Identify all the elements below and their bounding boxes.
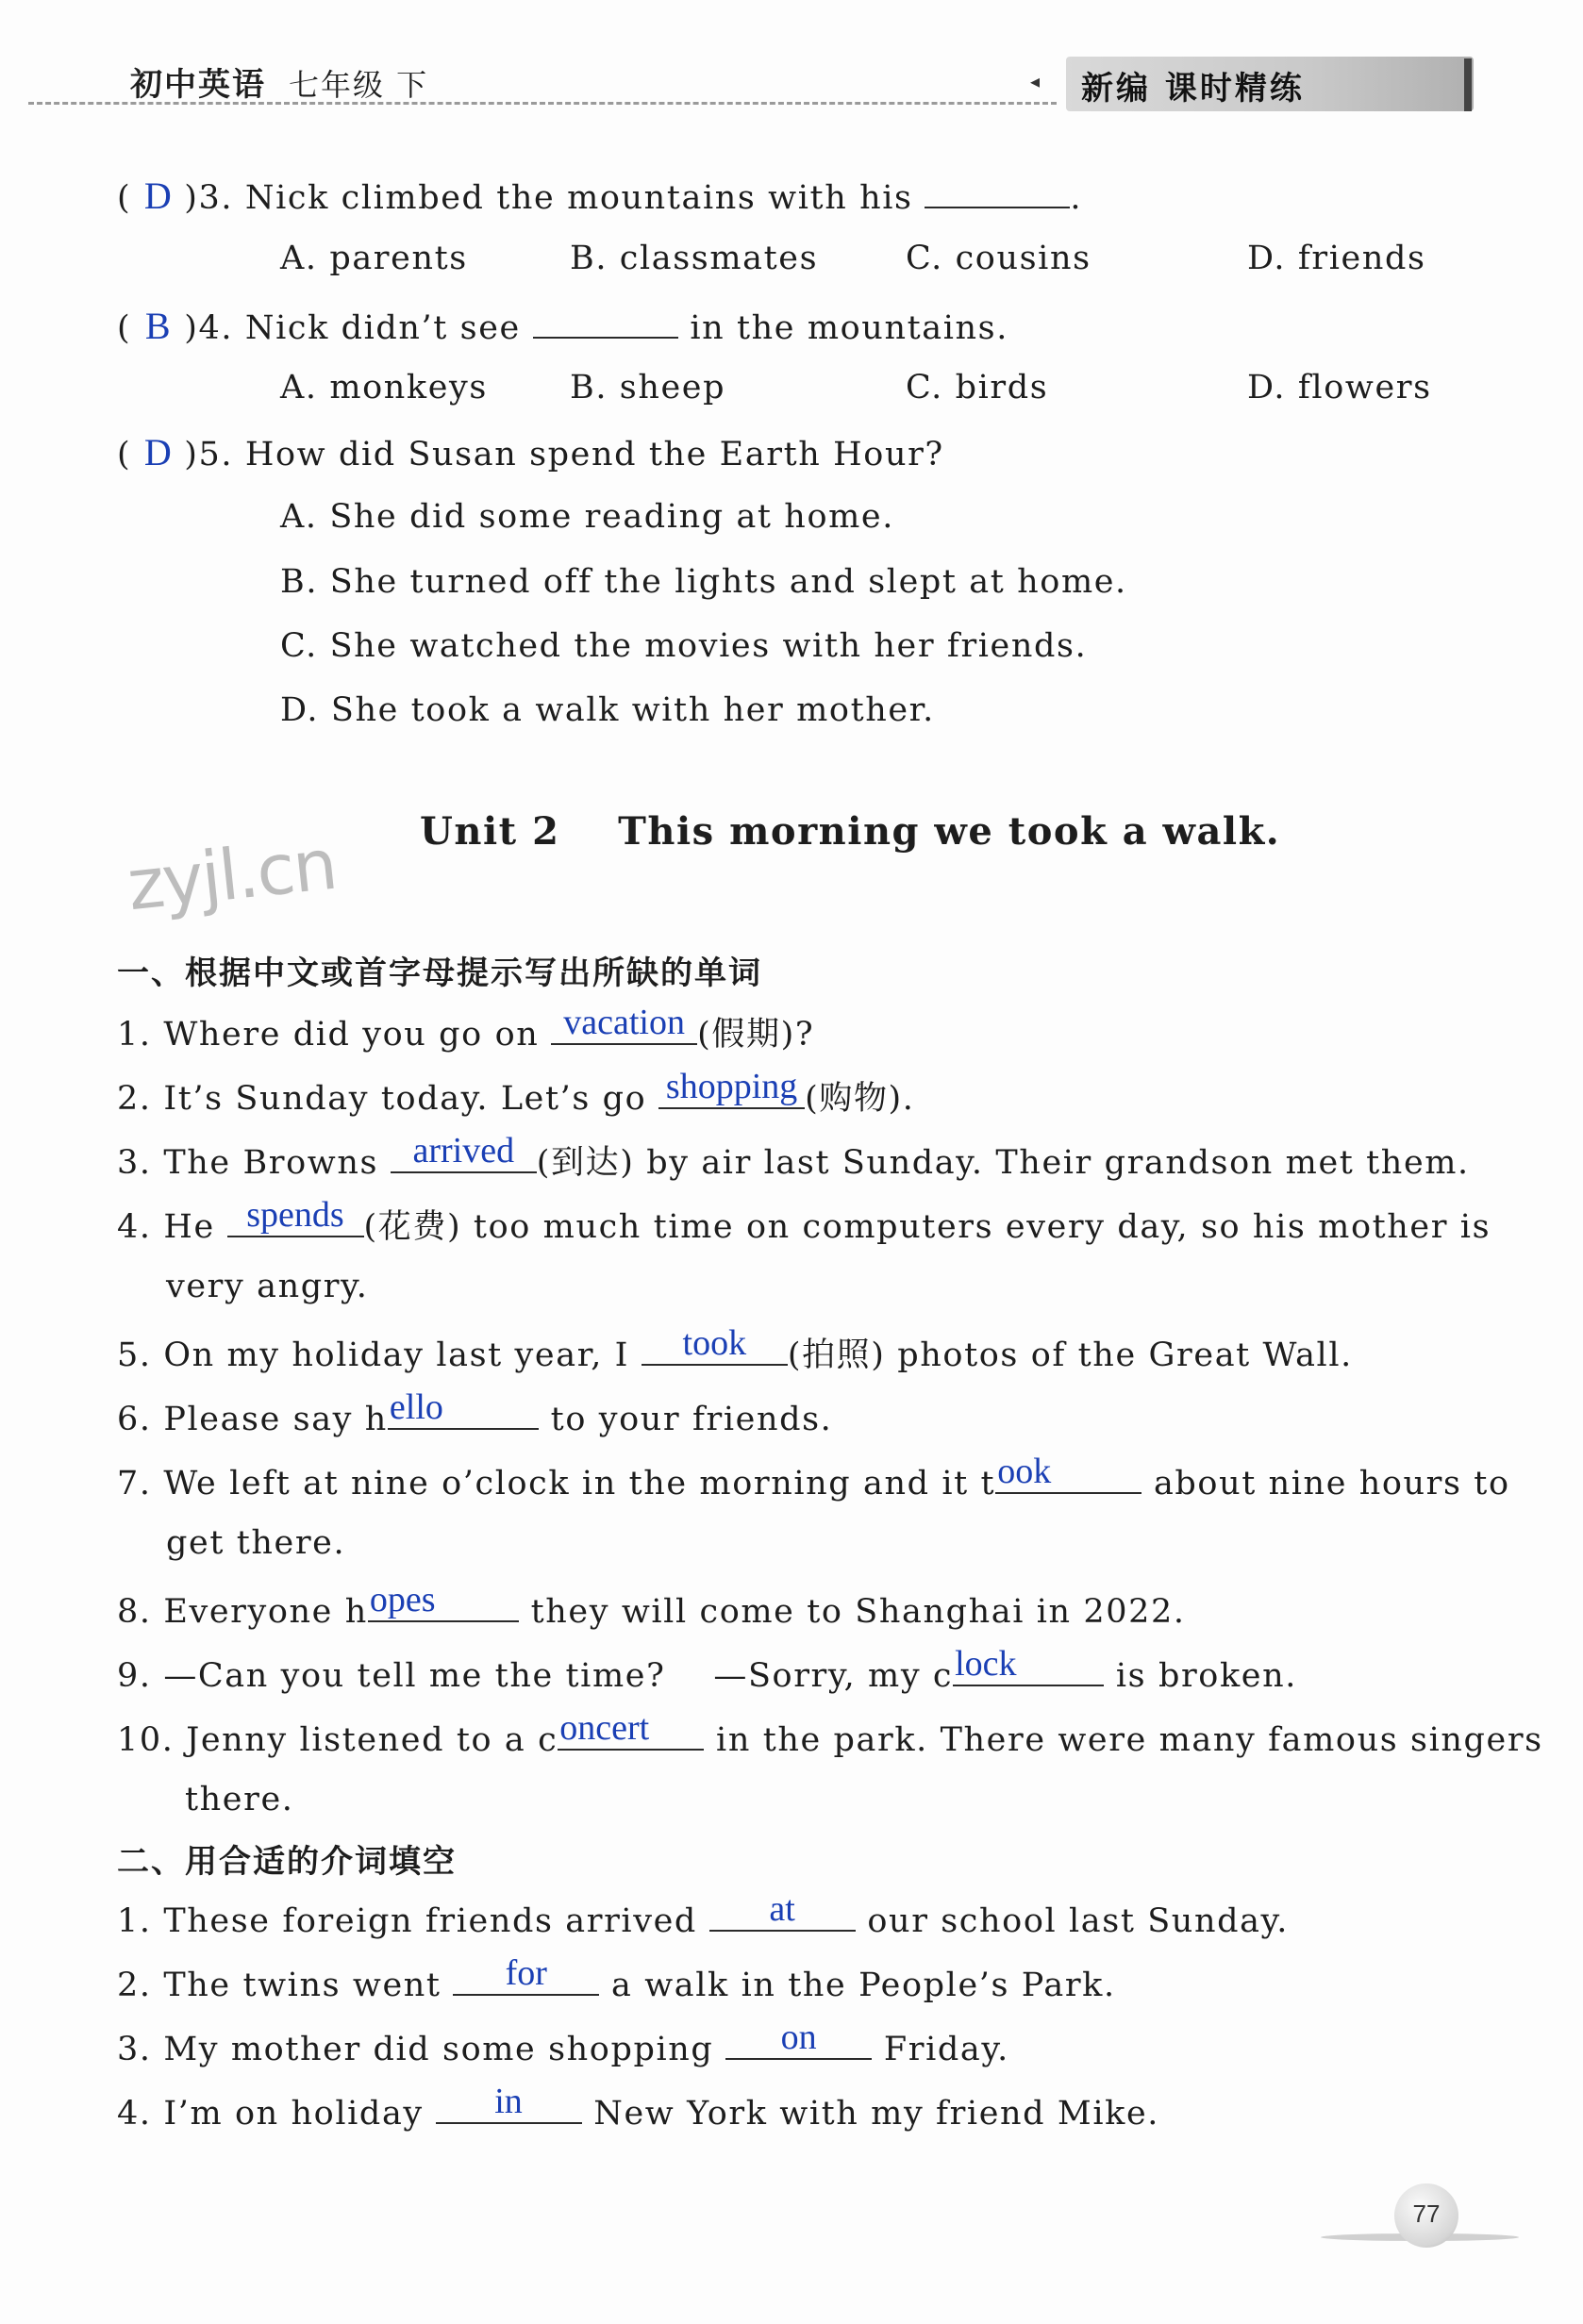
question-5: ( D )5. How did Susan spend the Earth Hour? — [117, 431, 944, 473]
fill-item-7: 7. We left at nine o’clock in the morning and it t ook about nine hours to — [117, 1452, 1510, 1502]
option-c: C. birds — [906, 369, 1049, 407]
preposition-item-2: 2. The twins went for a walk in the People’s Park. — [117, 1953, 1116, 2004]
fill-item-9: 9. —Can you tell me the time? —Sorry, my c lock is broken. — [117, 1644, 1297, 1695]
option-b: B. She turned off the lights and slept at home. — [280, 563, 1127, 601]
answer-blank — [391, 1131, 537, 1173]
watermark: zyjl.cn — [124, 823, 340, 927]
option-a: A. monkeys — [280, 369, 488, 407]
section-1-title: 一、根据中文或首字母提示写出所缺的单词 — [117, 954, 762, 992]
answer-text: ello — [389, 1387, 443, 1427]
fill-item-7-continued: get there. — [166, 1524, 346, 1562]
option-c: C. cousins — [906, 240, 1091, 277]
book-title: 初中英语 — [130, 66, 266, 104]
answer-text: shopping — [665, 1067, 798, 1106]
answer-letter: D — [143, 174, 172, 217]
question-stem: Nick didn’t see — [244, 309, 521, 347]
answer-text: oncert — [559, 1708, 650, 1748]
header-divider — [28, 102, 1057, 105]
option-d: D. friends — [1247, 240, 1426, 277]
fill-item-3: 3. The Browns arrived (到达) by air last Sunday. Their grandson met them. — [117, 1131, 1470, 1182]
answer-blank — [725, 2017, 872, 2060]
answer-blank — [995, 1452, 1141, 1494]
answer-blank — [227, 1195, 364, 1237]
triangle-left-icon: ◂ — [1030, 70, 1041, 92]
question-stem: How did Susan spend the Earth Hour? — [244, 436, 944, 473]
answer-letter: B — [144, 305, 171, 347]
option-d: D. flowers — [1247, 369, 1432, 407]
answer-text: for — [505, 1953, 547, 1993]
answer-blank — [642, 1323, 788, 1366]
option-b: B. sheep — [570, 369, 726, 407]
answer-blank — [453, 1953, 599, 1996]
answer-blank — [551, 1003, 697, 1045]
answer-text: vacation — [563, 1003, 685, 1042]
grade-label: 七年级 下 — [289, 67, 429, 103]
question-stem: Nick climbed the mountains with his — [244, 179, 913, 217]
answer-text: arrived — [412, 1131, 515, 1170]
unit-title: Unit 2 This morning we took a walk. — [420, 809, 1281, 854]
answer-blank — [388, 1387, 539, 1430]
preposition-item-1: 1. These foreign friends arrived at our school last Sunday. — [117, 1889, 1290, 1940]
fill-item-10-continued: there. — [185, 1781, 294, 1818]
fill-item-2: 2. It’s Sunday today. Let’s go shopping (购物). — [117, 1067, 915, 1118]
answer-text: ook — [997, 1452, 1052, 1491]
answer-text: spends — [246, 1195, 344, 1235]
option-d: D. She took a walk with her mother. — [280, 691, 935, 729]
fill-item-1: 1. Where did you go on vacation (假期)? — [117, 1003, 815, 1054]
page-number: 77 — [1394, 2183, 1458, 2248]
answer-text: on — [780, 2017, 817, 2057]
answer-text: lock — [955, 1644, 1017, 1684]
answer-blank — [436, 2082, 582, 2124]
fill-item-4: 4. He spends (花费) too much time on computers every day, so his mother is — [117, 1195, 1491, 1246]
answer-text: at — [769, 1889, 795, 1929]
answer-blank — [709, 1889, 856, 1932]
fill-item-10: 10. Jenny listened to a c oncert in the park. There were many famous singers — [117, 1708, 1543, 1759]
fill-item-5: 5. On my holiday last year, I took (拍照) photos of the Great Wall. — [117, 1323, 1353, 1374]
option-a: A. She did some reading at home. — [280, 498, 894, 536]
option-b: B. classmates — [570, 240, 819, 277]
answer-text: opes — [369, 1580, 436, 1619]
question-4: ( B )4. Nick didn’t see in the mountains. — [117, 305, 1008, 347]
section-2-title: 二、用合适的介词填空 — [117, 1843, 457, 1881]
preposition-item-3: 3. My mother did some shopping on Friday. — [117, 2017, 1009, 2068]
fill-item-8: 8. Everyone h opes they will come to Shanghai in 2022. — [117, 1580, 1186, 1631]
answer-text: took — [682, 1323, 747, 1363]
answer-letter: D — [143, 431, 172, 473]
preposition-item-4: 4. I’m on holiday in New York with my friend Mike. — [117, 2082, 1159, 2133]
option-a: A. parents — [280, 240, 468, 277]
header-bar — [1464, 58, 1472, 111]
answer-text: in — [494, 2082, 523, 2121]
option-c: C. She watched the movies with her friends. — [280, 627, 1088, 665]
answer-blank — [953, 1644, 1104, 1686]
header-left-title — [130, 58, 428, 105]
series-title: 新编 课时精练 — [1081, 70, 1305, 108]
question-3: ( D )3. Nick climbed the mountains with his . — [117, 174, 1083, 217]
answer-blank — [368, 1580, 519, 1622]
answer-blank — [925, 174, 1070, 208]
answer-blank — [658, 1067, 805, 1109]
fill-item-4-continued: very angry. — [166, 1268, 369, 1305]
answer-blank — [533, 305, 678, 339]
answer-blank — [558, 1708, 704, 1751]
fill-item-6: 6. Please say h ello to your friends. — [117, 1387, 833, 1438]
